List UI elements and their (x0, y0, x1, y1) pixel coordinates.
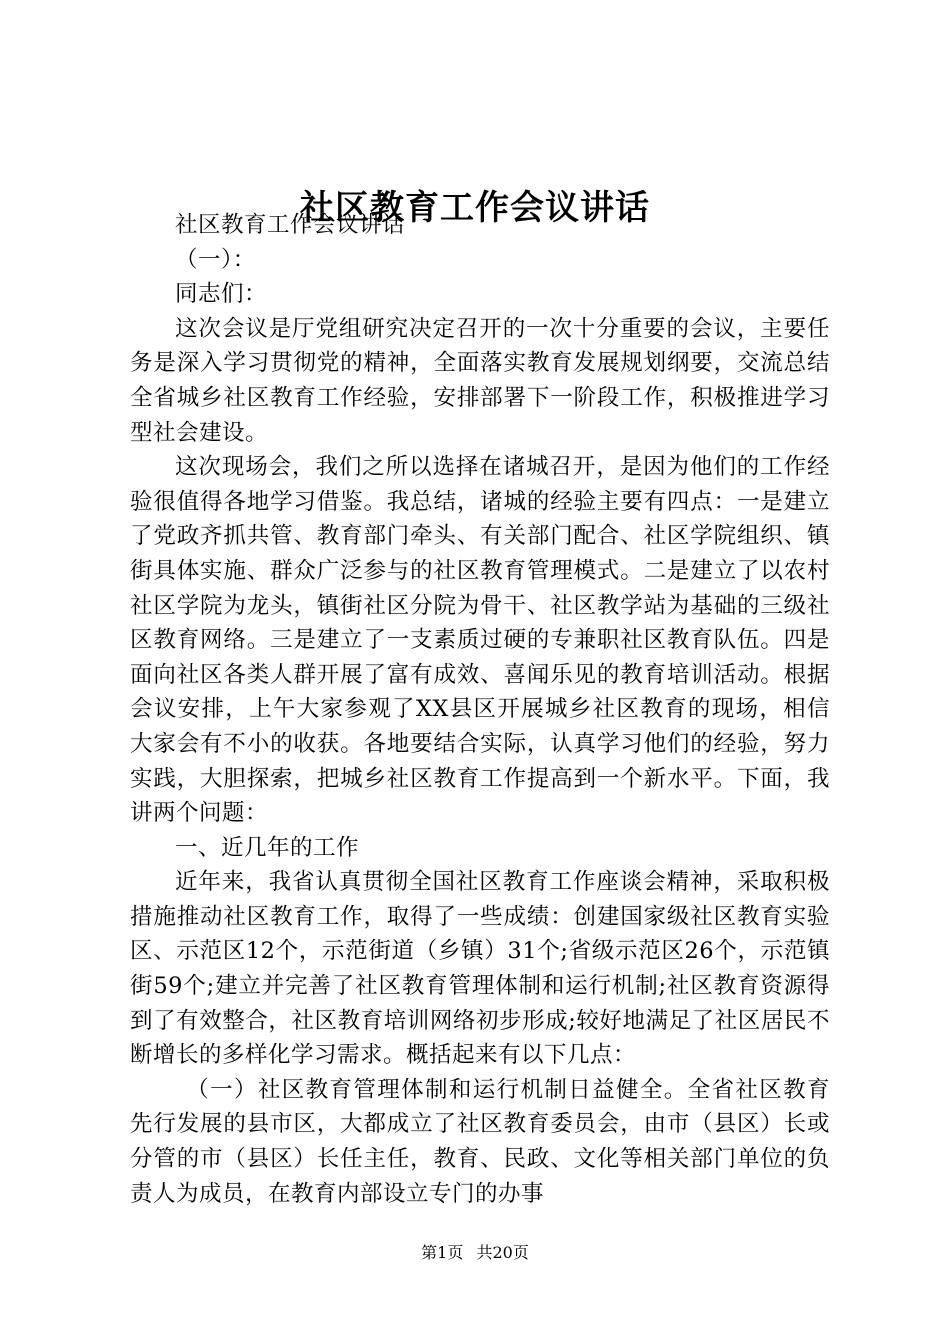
document-body (130, 208, 830, 1211)
document-title: 社区教育工作会议讲话 (300, 188, 650, 228)
section-heading: 一、近几年的工作 (175, 834, 360, 861)
body-paragraph: 这次现场会，我们之所以选择在诸城召开，是因为他们的工作经验很值得各地学习借鉴。我总结，诸城的经验主要有四点：一是建立了党政齐抓共管、教育部门牵头、有关部门配合、社区学院组织、镇街具体实施、群众广泛参与的社区教育管理模式。二是建立了以农村社区学院为龙头，镇街社区分院为骨干、社区教学站为基础的三级社区教育网络。三是建立了一支素质过硬的专兼职社区教育队伍。四是面向社区各类人群开展了富有成效、喜闻乐见的教育培训活动。根据会议安排，上午大家参观了XX县区开展城乡社区教育的现场，相信大家会有不小的收获。各地要结合实际，认真学习他们的经验，努力实践，大胆探索，把城乡社区教育工作提高到一个新水平。下面，我讲两个问题： (130, 454, 830, 827)
subtitle-paragraph: 社区教育工作会议讲话 (175, 212, 406, 238)
section-marker-paragraph: （一）： (175, 246, 256, 273)
salutation-paragraph: 同志们： (175, 281, 268, 308)
body-paragraph: 这次会议是厅党组研究决定召开的一次十分重要的会议，主要任务是深入学习贯彻党的精神，全面落实教育发展规划纲要，交流总结全省城乡社区教育工作经验，安排部署下一阶段工作，积极推进学习型社会建设。 (130, 315, 830, 446)
body-paragraph: （一）社区教育管理体制和运行机制日益健全。全省社区教育先行发展的县市区，大都成立了社区教育委员会，由市（县区）长或分管的市（县区）长任主任，教育、民政、文化等相关部门单位的负责人为成员，在教育内部设立专门的办事 (130, 1076, 830, 1207)
page-number: 第1页 (421, 1243, 464, 1262)
page-footer (0, 1241, 950, 1265)
body-paragraph: 近年来，我省认真贯彻全国社区教育工作座谈会精神，采取积极措施推动社区教育工作，取得了一些成绩：创建国家级社区教育实验区、示范区12个，示范街道（乡镇）31个;省级示范区26个，示范镇街59个;建立并完善了社区教育管理体制和运行机制;社区教育资源得到了有效整合，社区教育培训网络初步形成;较好地满足了社区居民不断增长的多样化学习需求。概括起来有以下几点： (130, 869, 830, 1069)
page-total: 共20页 (476, 1243, 529, 1262)
